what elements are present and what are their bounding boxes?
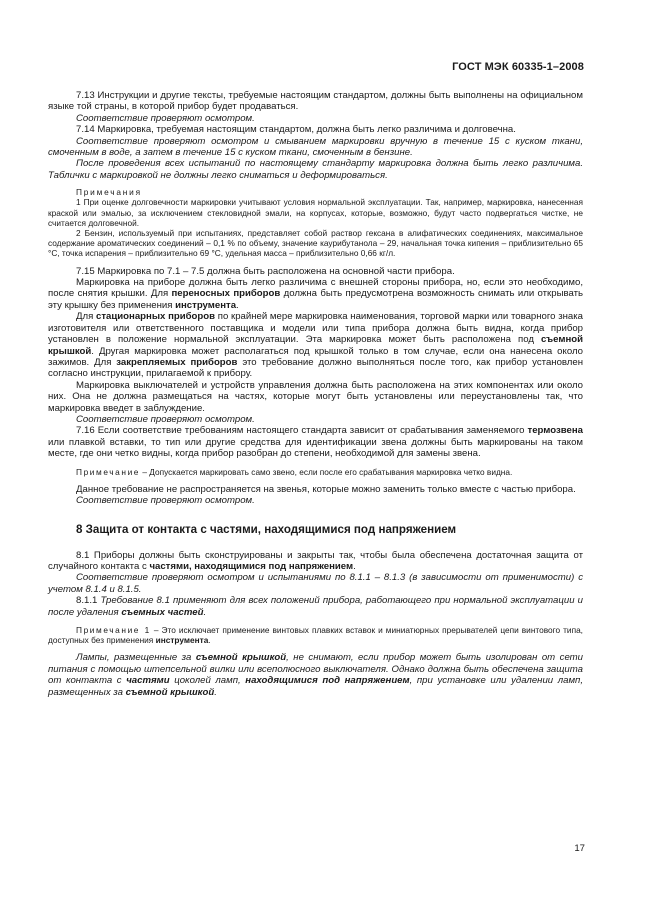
- term-stationary-appliances: стационарных приборов: [96, 311, 216, 323]
- notes-heading: Примечания: [76, 187, 142, 198]
- clause-7-13: 7.13 Инструкции и другие тексты, требуемые настоящим стандартом, должны быть выполнены на официальном языке той страны, в которой прибор будет продаваться.: [48, 90, 583, 113]
- term-detachable-cover: съемной крышкой: [48, 334, 583, 357]
- clause-8-1: 8.1 Приборы должны быть сконструированы и закрыты так, чтобы была обеспечена достаточная защита от случайного контакта с частями, находящимися под напряжением.: [48, 549, 583, 572]
- stationary-appliances-paragraph: Для стационарных приборов по крайней мере маркировка наименования, торговой марки или товарного знака изготовителя или ответственного поставщика и модели или типа прибора должна быть видна, когда прибор установлен в положение нормальной эксплуатации. Эта маркировка может быть расположена под съемной крышкой. Другая маркировка может располагаться под крышкой только в том случае, если она нанесена около зажимов. Для закрепляемых приборов это требование должно выполняться после того, как прибор установлен согласно инструкции, прилагаемой к прибору.: [48, 311, 584, 380]
- term-fixed-appliances: закрепляемых приборов: [116, 356, 238, 368]
- clause-7-14: 7.14 Маркировка, требуемая настоящим стандартом, должна быть легко различима и долговечна.: [76, 124, 516, 136]
- note-thermal-link: Примечание – Допускается маркировать само звено, если после его срабатывания маркировка четко видна.: [76, 466, 513, 477]
- requirement-exception: Данное требование не распространяется на звенья, которые можно заменить только вместе с частью прибора.: [76, 483, 576, 495]
- clause-7-16: 7.16 Если соответствие требованиям настоящего стандарта зависит от срабатывания заменяемого термозвена или плавкой вставки, то тип или другие средства для идентификации звена должны быть маркированы на таком месте, где они четко видны, когда прибор разобран до степени, необходимой для замены звена.: [48, 425, 583, 460]
- page-number: 17: [574, 843, 585, 854]
- switch-marking-paragraph: Маркировка выключателей и устройств управления должна быть расположена на этих компонентах или около них. Она не должна размещаться на частях, которые могут быть установлены или переустановлены так, что маркировка введет в заблуждение.: [48, 379, 583, 414]
- note-1: 1 При оценке долговечности маркировки учитывают условия нормальной эксплуатации. Так, например, маркировка, нанесенная краской или эмалью, за исключением стекловидной эмали, на корпусах, которые, возможно, будут часто подвергаться чистке, не считается долговечной.: [48, 197, 583, 228]
- page-content: [48, 90, 583, 698]
- compliance-note-2: Соответствие проверяют осмотром.: [76, 413, 255, 425]
- after-tests-requirement: После проведения всех испытаний по настоящему стандарту маркировка должна быть легко различима. Таблички с маркировкой не должны легко сниматься и деформироваться.: [48, 158, 583, 181]
- note-2: 2 Бензин, используемый при испытаниях, представляет собой раствор гексана в алифатических соединениях, максимальное содержание ароматических соединений – 0,1 % по объему, значение каурибутанола – 29, начальная точка кипения – приблизительно 65 °С, точка испарения – приблизительно 69 °С, удельная масса – приблизительно 0,66 кг/л.: [48, 228, 583, 259]
- note-1-section-8: Примечание 1 – Это исключает применение винтовых плавких вставок и миниатюрных прерывателей цепи винтового типа, доступных без применения инструмента.: [48, 625, 583, 646]
- term-live-parts: частями, находящимися под напряжением: [149, 561, 354, 572]
- standard-header: ГОСТ МЭК 60335-1–2008: [452, 61, 584, 73]
- marking-visibility-paragraph: Маркировка на приборе должна быть легко различима с внешней стороны прибора, но, если это необходимо, после снятия крышки. Для переносных приборов должна быть предусмотрена возможность снимать или открывать эту крышку без применения инструмента.: [48, 277, 583, 311]
- compliance-note: Соответствие проверяют осмотром.: [76, 112, 255, 124]
- clause-7-15: 7.15 Маркировка по 7.1 – 7.5 должна быть расположена на основной части прибора.: [76, 265, 455, 277]
- term-tool-2: инструмента: [155, 635, 209, 646]
- compliance-test-8-1: Соответствие проверяют осмотром и испытаниями по 8.1.1 – 8.1.3 (в зависимости от применимости) с учетом 8.1.4 и 8.1.5.: [48, 572, 583, 595]
- term-thermal-link: термозвена: [527, 425, 583, 437]
- compliance-note-3: Соответствие проверяют осмотром.: [76, 495, 255, 507]
- clause-8-1-1: 8.1.1 Требование 8.1 применяют для всех положений прибора, работающего при нормальной эксплуатации и после удаления съемных частей.: [48, 595, 583, 618]
- section-8-title: 8 Защита от контакта с частями, находящимися под напряжением: [76, 522, 457, 536]
- term-tool: инструмента: [175, 299, 237, 311]
- term-portable-appliances: переносных приборов: [171, 288, 281, 300]
- term-detachable-parts: съемных частей: [121, 606, 204, 618]
- compliance-test-7-14: Соответствие проверяют осмотром и смыванием маркировки вручную в течение 15 с куском ткани, смоченным в воде, а затем в течение 15 с куском ткани, смоченным в бензине.: [48, 135, 583, 159]
- lamps-paragraph: Лампы, размещенные за съемной крышкой, не снимают, если прибор может быть изолирован от сети питания с помощью штепсельной вилки или всеполюсного выключателя. Однако должна быть обеспечена защита от контакта с частями цоколей ламп, находящимися под напряжением, при установке или удалении ламп, размещенных за съемной крышкой.: [48, 652, 584, 698]
